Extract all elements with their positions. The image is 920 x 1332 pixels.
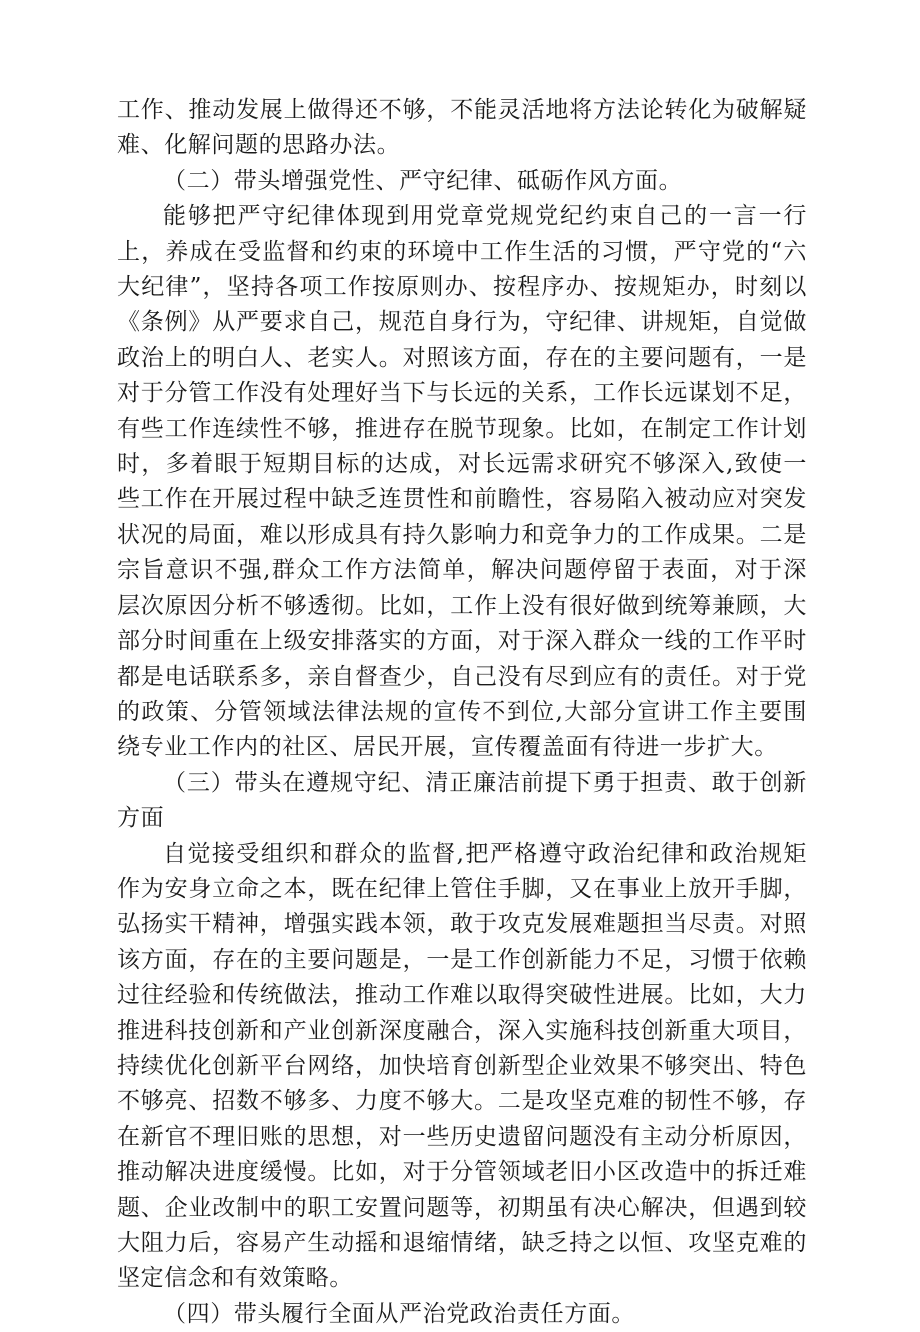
continuation-paragraph: 工作、推动发展上做得还不够，不能灵活地将方法论转化为破解疑难、化解问题的思路办法。	[117, 97, 807, 159]
body-paragraph-3: 自觉接受组织和群众的监督,把严格遵守政治纪律和政治规矩作为安身立命之本，既在纪律上管住手脚，又在事业上放开手脚，弘扬实干精神，增强实践本领，敢于攻克发展难题担当尽责。对照该方面，存在的主要问题是，一是工作创新能力不足，习惯于依赖过往经验和传统做法，推动工作难以取得突破性进展。比如，大力推进科技创新和产业创新深度融合，深入实施科技创新重大项目，持续优化创新平台网络，加快培育创新型企业效果不够突出、特色不够亮、招数不够多、力度不够大。二是攻坚克难的韧性不够，存在新官不理旧账的思想，对一些历史遗留问题没有主动分析原因，推动解决进度缓慢。比如，对于分管领域老旧小区改造中的拆迁难题、企业改制中的职工安置问题等，初期虽有决心解决，但遇到较大阻力后，容易产生动摇和退缩情绪，缺乏持之以恒、攻坚克难的坚定信念和有效策略。	[117, 840, 807, 1292]
section-heading-3: （三）带头在遵规守纪、清正廉洁前提下勇于担责、敢于创新方面	[117, 769, 807, 832]
body-paragraph-2: 能够把严守纪律体现到用党章党规党纪约束自己的一言一行上，养成在受监督和约束的环境中工作生活的习惯，严守党的“六大纪律”，坚持各项工作按原则办、按程序办、按规矩办，时刻以《条例》从严要求自己，规范自身行为，守纪律、讲规矩，自觉做政治上的明白人、老实人。对照该方面，存在的主要问题有，一是对于分管工作没有处理好当下与长远的关系，工作长远谋划不足，有些工作连续性不够，推进存在脱节现象。比如，在制定工作计划时，多着眼于短期目标的达成，对长远需求研究不够深入,致使一些工作在开展过程中缺乏连贯性和前瞻性，容易陷入被动应对突发状况的局面，难以形成具有持久影响力和竞争力的工作成果。二是宗旨意识不强,群众工作方法简单，解决问题停留于表面，对于深层次原因分析不够透彻。比如，工作上没有很好做到统筹兼顾，大部分时间重在上级安排落实的方面，对于深入群众一线的工作平时都是电话联系多，亲自督查少，自己没有尽到应有的责任。对于党的政策、分管领域法律法规的宣传不到位,大部分宣讲工作主要围绕专业工作内的社区、居民开展，宣传覆盖面有待进一步扩大。	[117, 203, 807, 761]
section-heading-4: （四）带头履行全面从严治党政治责任方面。	[163, 1300, 635, 1327]
section-heading-2: （二）带头增强党性、严守纪律、砥砺作风方面。	[163, 167, 683, 194]
document-body	[117, 93, 807, 1332]
